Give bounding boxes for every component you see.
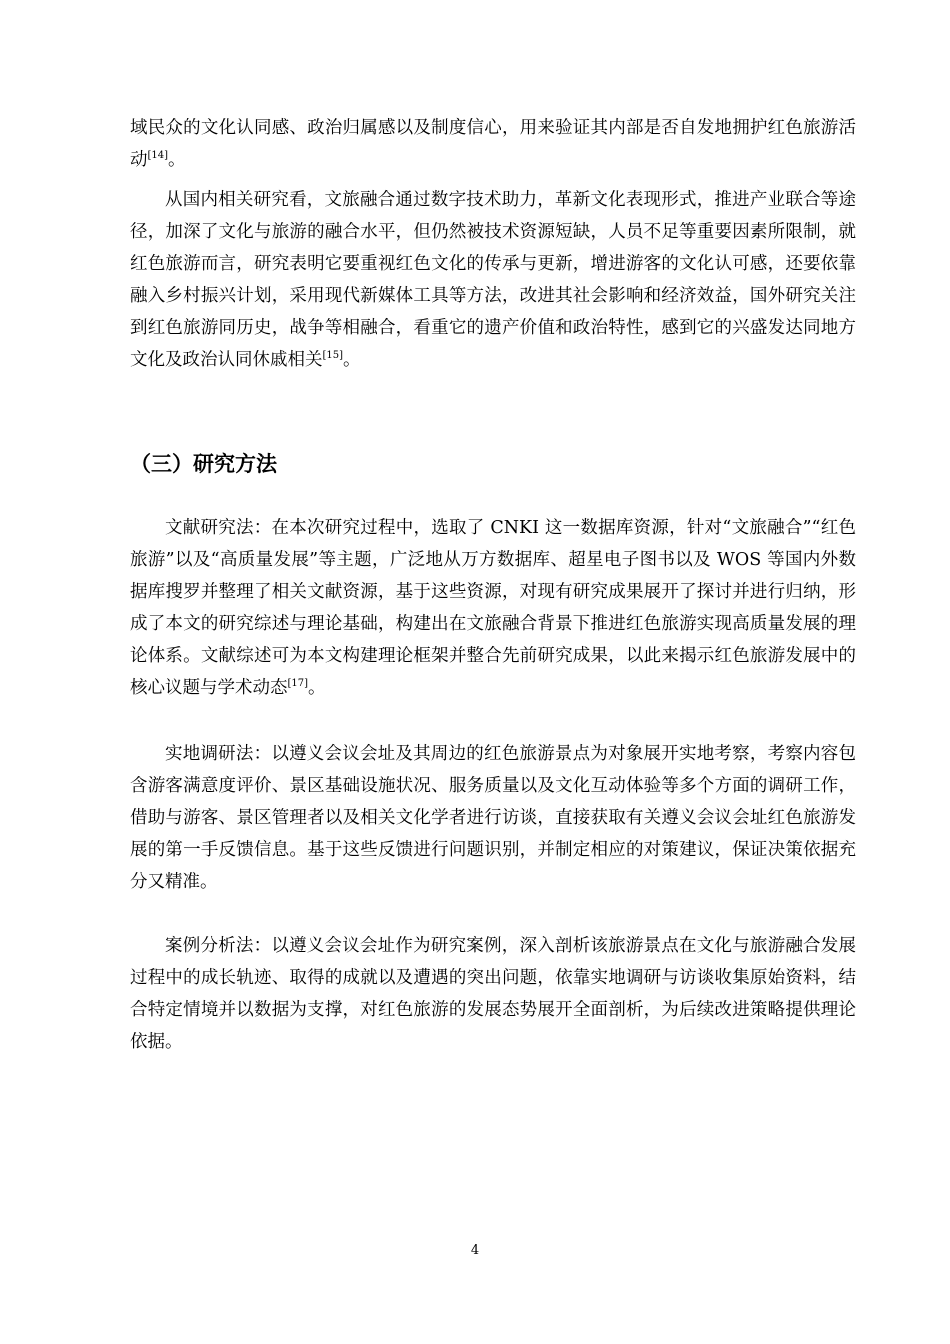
method-paragraph-fieldwork <box>130 738 856 898</box>
page-number: 4 <box>470 1243 480 1258</box>
paragraph-tail: 。 <box>343 350 361 370</box>
method-paragraph-literature <box>130 512 856 704</box>
citation-ref: [17] <box>287 678 309 689</box>
paragraph-text: 域民众的文化认同感、政治归属感以及制度信心，用来验证其内部是否自发地拥护红色旅游活动 <box>130 118 856 170</box>
body-paragraph <box>130 184 856 376</box>
citation-ref: [14] <box>147 150 169 161</box>
paragraph-text: 文献研究法：在本次研究过程中，选取了 CNKI 这一数据库资源，针对“文旅融合”“红色旅游”以及“高质量发展”等主题，广泛地从万方数据库、超星电子图书以及 WOS 等国内外数据库搜罗并整理了相关文献资源，基于这些资源，对现有研究成果展开了探讨并进行归纳，形成了本文的研究综述与理论基础，构建出在文旅融合背景下推进红色旅游实现高质量发展的理论体系。文献综述可为本文构建理论框架并整合先前研究成果，以此来揭示红色旅游发展中的核心议题与学术动态 <box>130 518 856 698</box>
body-paragraph <box>130 112 856 176</box>
paragraph-text: 从国内相关研究看，文旅融合通过数字技术助力，革新文化表现形式，推进产业联合等途径，加深了文化与旅游的融合水平，但仍然被技术资源短缺，人员不足等重要因素所限制，就红色旅游而言，研究表明它要重视红色文化的传承与更新，增进游客的文化认可感，还要依靠融入乡村振兴计划，采用现代新媒体工具等方法，改进其社会影响和经济效益，国外研究关注到红色旅游同历史，战争等相融合，看重它的遗产价值和政治特性，感到它的兴盛发达同地方文化及政治认同休戚相关 <box>130 190 856 370</box>
paragraph-text: 实地调研法：以遵义会议会址及其周边的红色旅游景点为对象展开实地考察，考察内容包含游客满意度评价、景区基础设施状况、服务质量以及文化互动体验等多个方面的调研工作，借助与游客、景区管理者以及相关文化学者进行访谈，直接获取有关遵义会议会址红色旅游发展的第一手反馈信息。基于这些反馈进行问题识别，并制定相应的对策建议，保证决策依据充分又精准。 <box>130 744 856 892</box>
citation-ref: [15] <box>322 350 344 361</box>
paragraph-text: 案例分析法：以遵义会议会址作为研究案例，深入剖析该旅游景点在文化与旅游融合发展过程中的成长轨迹、取得的成就以及遭遇的突出问题，依靠实地调研与访谈收集原始资料，结合特定情境并以数据为支撑，对红色旅游的发展态势展开全面剖析，为后续改进策略提供理论依据。 <box>130 936 856 1052</box>
section-heading: （三）研究方法 <box>130 452 277 476</box>
paragraph-tail: 。 <box>168 150 186 170</box>
method-paragraph-case-study <box>130 930 856 1058</box>
paragraph-tail: 。 <box>308 678 326 698</box>
